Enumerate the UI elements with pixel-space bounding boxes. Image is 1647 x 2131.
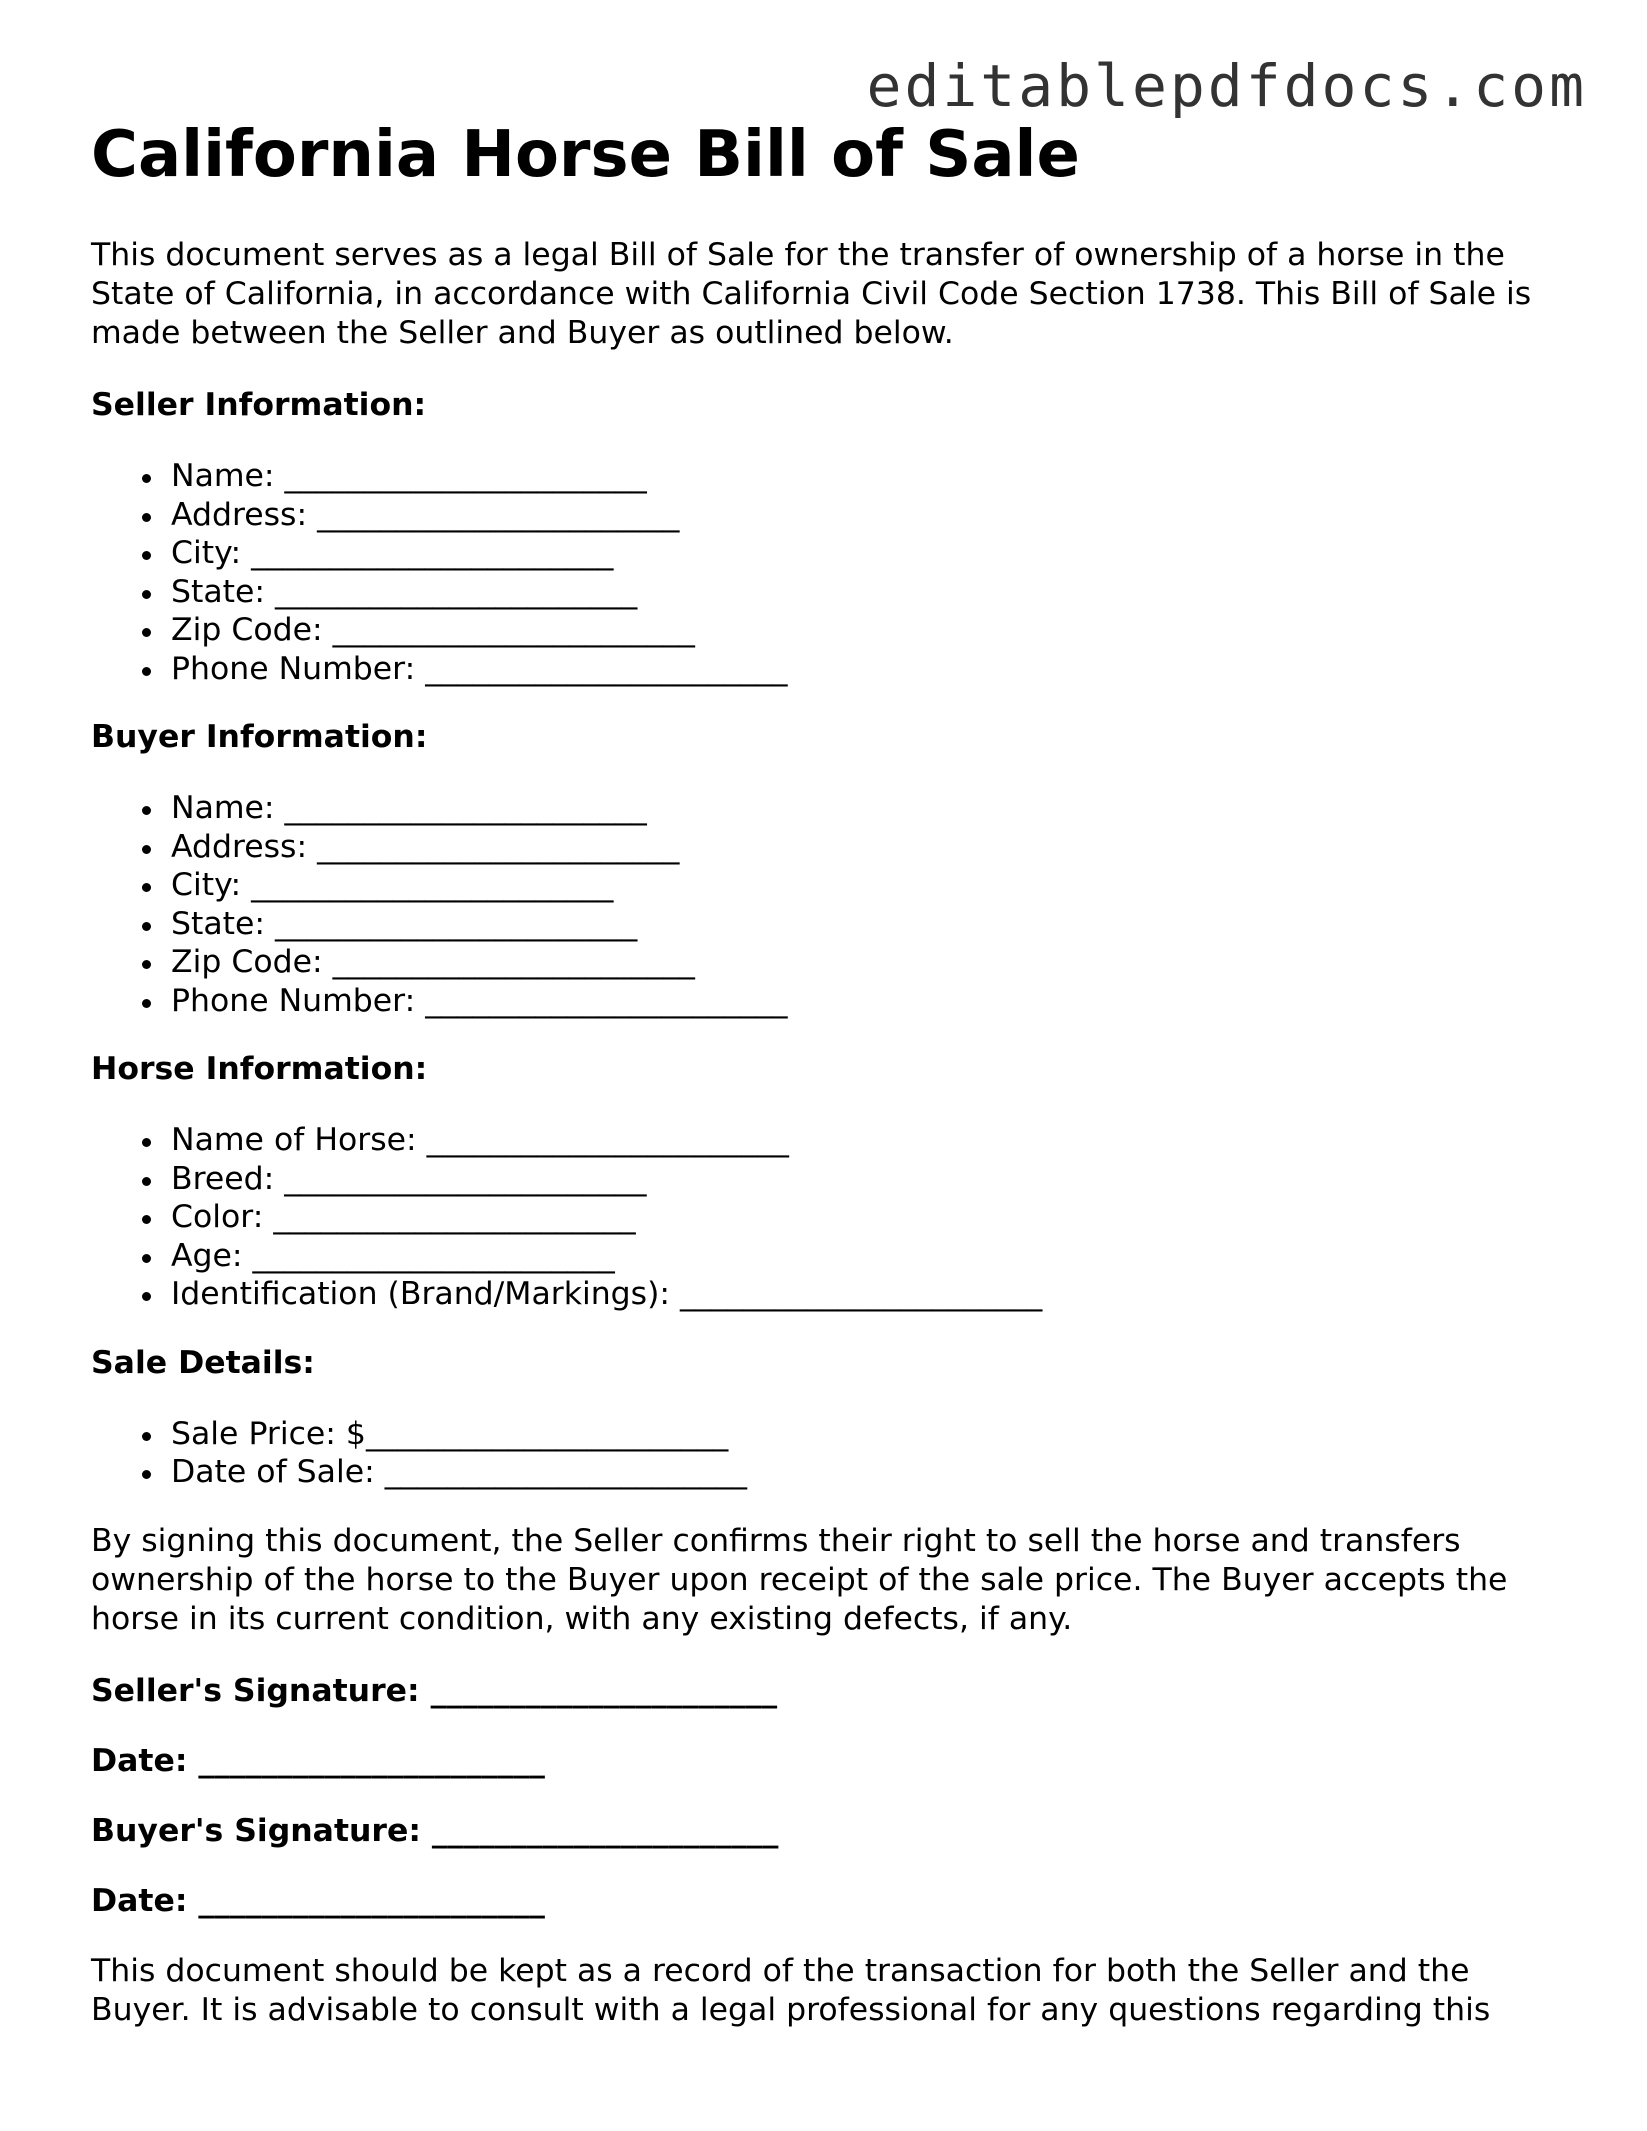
horse-breed-field[interactable]: Breed: _______________________ [171,1160,1571,1199]
horse-name-field[interactable]: Name of Horse: _______________________ [171,1121,1571,1160]
seller-section-heading: Seller Information: [91,387,427,423]
watermark-text: editablepdfdocs.com [866,52,1587,120]
intro-paragraph: This document serves as a legal Bill of Sale for the transfer of ownership of a horse in the State of California, in accordance with California Civil Code Section 1738. This Bill of Sale is made between the Seller and Buyer as outlined below. [91,237,1532,351]
buyer-address-field[interactable]: Address: _______________________ [171,828,1571,867]
buyer-city-field[interactable]: City: _______________________ [171,866,1571,905]
closing-paragraph: By signing this document, the Seller confirms their right to sell the horse and transfers ownership of the horse to the Buyer upon receipt of the sale price. The Buyer accepts the horse in its current condition, with any existing defects, if any. [91,1522,1508,1637]
seller-phone-field[interactable]: Phone Number: _______________________ [171,650,1571,689]
horse-identification-field[interactable]: Identification (Brand/Markings): _______________________ [171,1275,1571,1314]
seller-city-field[interactable]: City: _______________________ [171,534,1571,573]
horse-fields-list [91,1121,1571,1314]
seller-signature-line[interactable]: Seller's Signature: ______________________ [91,1672,778,1709]
sale-section-heading: Sale Details: [91,1344,315,1381]
page-title: California Horse Bill of Sale [91,118,1080,192]
seller-name-field[interactable]: Name: _______________________ [171,457,1571,496]
sale-date-field[interactable]: Date of Sale: _______________________ [171,1453,1571,1492]
buyer-phone-field[interactable]: Phone Number: _______________________ [171,982,1571,1021]
final-note-paragraph: This document should be kept as a record of the transaction for both the Seller and the Buyer. It is advisable to consult with a legal professional for any questions regarding this [91,1952,1491,2028]
seller-fields-list [91,457,1571,688]
sale-fields-list [91,1415,1571,1492]
horse-age-field[interactable]: Age: _______________________ [171,1237,1571,1276]
document-body [91,112,1571,2030]
sale-price-field[interactable]: Sale Price: $_______________________ [171,1415,1571,1454]
seller-date-line[interactable]: Date: ______________________ [91,1742,545,1779]
horse-section-heading: Horse Information: [91,1051,428,1087]
seller-state-field[interactable]: State: _______________________ [171,573,1571,612]
buyer-section-heading: Buyer Information: [91,719,428,755]
buyer-zip-field[interactable]: Zip Code: _______________________ [171,943,1571,982]
horse-color-field[interactable]: Color: _______________________ [171,1198,1571,1237]
seller-zip-field[interactable]: Zip Code: _______________________ [171,611,1571,650]
buyer-state-field[interactable]: State: _______________________ [171,905,1571,944]
buyer-date-line[interactable]: Date: ______________________ [91,1882,545,1919]
seller-address-field[interactable]: Address: _______________________ [171,496,1571,535]
buyer-name-field[interactable]: Name: _______________________ [171,789,1571,828]
buyer-signature-line[interactable]: Buyer's Signature: ______________________ [91,1812,779,1849]
buyer-fields-list [91,789,1571,1020]
